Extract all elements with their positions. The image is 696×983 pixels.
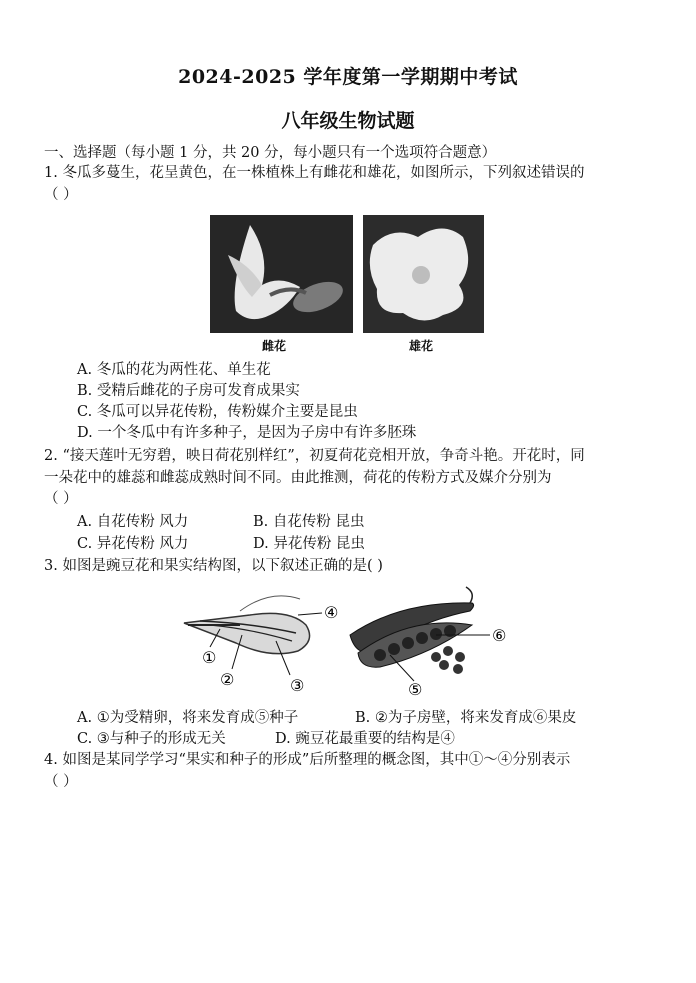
q3-stem: 3. 如图是豌豆花和果实结构图，以下叙述正确的是( ) <box>44 558 383 574</box>
q1-stem-line1: 1. 冬瓜多蔓生，花呈黄色，在一株植株上有雌花和雄花，如图所示，下列叙述错误的 <box>44 165 585 181</box>
q1-option-b: B. 受精后雌花的子房可发育成果实 <box>77 383 300 399</box>
q2-option-b: B. 自花传粉 昆虫 <box>253 514 365 530</box>
q3-option-d: D. 豌豆花最重要的结构是④ <box>275 731 455 747</box>
label-6: ⑥ <box>492 626 507 645</box>
q2-option-a: A. 自花传粉 风力 <box>77 514 189 530</box>
q2-option-d: D. 异花传粉 昆虫 <box>253 536 365 552</box>
label-1: ① <box>202 648 217 667</box>
male-flower-photo <box>363 215 484 333</box>
q2-option-c: C. 异花传粉 风力 <box>77 536 189 552</box>
q1-option-d: D. 一个冬瓜中有许多种子，是因为子房中有许多胚珠 <box>77 425 417 441</box>
q2-stem-line1: 2. “接天莲叶无穷碧，映日荷花别样红”，初夏荷花竞相开放，争奇斗艳。开花时，同 <box>44 448 585 464</box>
q4-stem-line2: （ ） <box>44 774 78 790</box>
label-3: ③ <box>290 676 305 695</box>
label-5: ⑤ <box>408 680 423 699</box>
q1-stem-line2: （ ） <box>44 187 78 203</box>
pea-flower-icon <box>184 596 310 654</box>
female-flower-caption: 雌花 <box>262 339 287 353</box>
pea-flower-fruit-diagram <box>180 585 520 700</box>
exam-title: 2024-2025 学年度第一学期期中考试 <box>178 66 518 88</box>
female-flower-icon <box>210 215 353 333</box>
label-2: ② <box>220 670 235 689</box>
q2-stem-line2: 一朵花中的雄蕊和雌蕊成熟时间不同。由此推测，荷花的传粉方式及媒介分别为 <box>44 470 552 486</box>
q3-option-c: C. ③与种子的形成无关 <box>77 731 226 747</box>
q3-option-a: A. ①为受精卵，将来发育成⑤种子 <box>77 710 299 726</box>
q4-stem-line1: 4. 如图是某同学学习“果实和种子的形成”后所整理的概念图，其中①～④分别表示 <box>44 752 571 768</box>
label-4: ④ <box>324 603 339 622</box>
q1-option-c: C. 冬瓜可以异花传粉，传粉媒介主要是昆虫 <box>77 404 358 420</box>
q2-stem-line3: （ ） <box>44 491 78 507</box>
male-flower-caption: 雄花 <box>409 339 434 353</box>
exam-subtitle: 八年级生物试题 <box>281 110 415 132</box>
q1-option-a: A. 冬瓜的花为两性花、单生花 <box>77 362 271 378</box>
pea-pod-icon <box>350 587 474 674</box>
male-flower-icon <box>363 215 484 333</box>
section-heading: 一、选择题（每小题 1 分，共 20 分，每小题只有一个选项符合题意） <box>44 145 497 161</box>
female-flower-photo <box>210 215 353 333</box>
q3-option-b: B. ②为子房壁，将来发育成⑥果皮 <box>355 710 577 726</box>
